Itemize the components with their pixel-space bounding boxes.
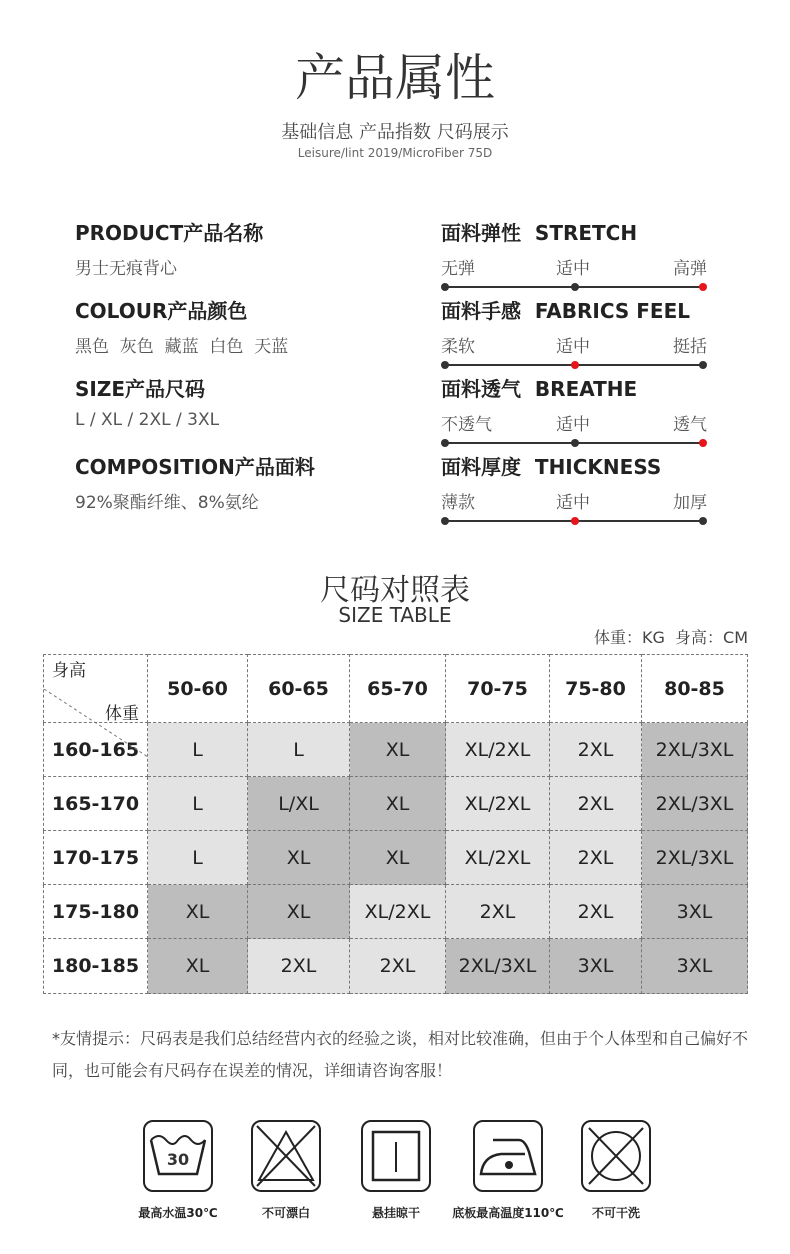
scale-bar (441, 516, 707, 526)
size-cell: 2XL/3XL (446, 939, 550, 994)
size-cell: 3XL (550, 939, 642, 994)
scale-label-high: 挺括 (673, 337, 707, 357)
page-tagline: Leisure/lint 2019/MicroFiber 75D (297, 146, 493, 160)
size-cell: XL (248, 885, 350, 939)
info-label: COMPOSITION产品面料 (75, 455, 315, 479)
scale-label-high: 加厚 (673, 493, 707, 513)
info-colour (75, 295, 415, 357)
size-cell: 2XL (446, 885, 550, 939)
info-value: L / XL / 2XL / 3XL (75, 410, 220, 430)
size-cell: L/XL (248, 777, 350, 831)
size-cell: 2XL/3XL (642, 723, 748, 777)
weight-header: 75-80 (550, 655, 642, 723)
size-cell: 2XL (248, 939, 350, 994)
size-cell: XL (350, 723, 446, 777)
scale-label-high: 高弹 (673, 259, 707, 279)
size-cell: XL (148, 939, 248, 994)
size-cell: XL/2XL (446, 777, 550, 831)
iron-110-icon (473, 1120, 543, 1192)
size-cell: XL/2XL (350, 885, 446, 939)
attr-title: 面料手感 FABRICS FEEL (441, 299, 691, 323)
info-label: SIZE产品尺码 (75, 377, 206, 401)
size-cell: L (148, 723, 248, 777)
table-row (44, 831, 748, 885)
no-bleach-icon (251, 1120, 321, 1192)
scale-label-low: 柔软 (441, 337, 475, 357)
weight-header: 65-70 (350, 655, 446, 723)
attr-stretch (441, 217, 711, 292)
scale-dot-selected (571, 361, 579, 369)
weight-header: 50-60 (148, 655, 248, 723)
scale-dot (699, 361, 707, 369)
attr-breathe (441, 373, 711, 448)
size-cell: 2XL (550, 777, 642, 831)
scale-label-high: 透气 (673, 415, 707, 435)
attr-title: 面料弹性 STRETCH (441, 221, 638, 245)
tip-note: *友情提示：尺码表是我们总结经营内衣的经验之谈，相对比较准确，但由于个人体型和自己偏好不同，也可能会有尺码存在误差的情况，详细请咨询客服！ (52, 1029, 749, 1080)
size-cell: 3XL (642, 939, 748, 994)
scale-dot (441, 517, 449, 525)
size-cell: 2XL/3XL (642, 831, 748, 885)
no-dry-clean-icon (581, 1120, 651, 1192)
scale-dot (441, 439, 449, 447)
attr-title: 面料厚度 THICKNESS (441, 455, 662, 479)
weight-header: 60-65 (248, 655, 350, 723)
scale-dot-selected (699, 283, 707, 291)
scale-label-low: 薄款 (441, 493, 475, 513)
page-title: 产品属性 (295, 49, 495, 107)
wash-30-icon (143, 1120, 213, 1192)
attr-fabrics-feel (441, 295, 711, 370)
height-header: 165-170 (44, 777, 148, 831)
unit-note: 体重：KG 身高：CM (593, 628, 748, 647)
scale-dot (699, 517, 707, 525)
size-table-title: 尺码对照表 (320, 573, 470, 608)
scale-dot (441, 283, 449, 291)
care-caption: 不可干洗 (591, 1206, 640, 1220)
table-row (44, 939, 748, 994)
scale-label-mid: 适中 (556, 259, 590, 279)
size-cell: XL (350, 777, 446, 831)
corner-weight-label: 体重 (105, 703, 139, 724)
weight-header: 70-75 (446, 655, 550, 723)
size-cell: L (148, 831, 248, 885)
size-cell: L (248, 723, 350, 777)
scale-bar (441, 438, 707, 448)
height-header: 160-165 (44, 723, 148, 777)
size-cell: XL/2XL (446, 831, 550, 885)
scale-bar (441, 282, 707, 292)
height-header: 175-180 (44, 885, 148, 939)
care-item (118, 1120, 238, 1221)
care-item (226, 1120, 346, 1221)
scale-label-mid: 适中 (556, 415, 590, 435)
size-cell: L (148, 777, 248, 831)
size-cell: 2XL (550, 831, 642, 885)
size-cell: XL/2XL (446, 723, 550, 777)
scale-dot-selected (699, 439, 707, 447)
care-caption: 底板最高温度110℃ (452, 1206, 564, 1220)
care-item (556, 1120, 676, 1221)
size-table (43, 654, 748, 994)
page-subtitle: 基础信息 产品指数 尺码展示 (281, 122, 509, 143)
hang-dry-icon (361, 1120, 431, 1192)
size-cell: 2XL/3XL (642, 777, 748, 831)
scale-label-low: 不透气 (441, 415, 492, 435)
table-row (44, 777, 748, 831)
attr-title: 面料透气 BREATHE (441, 377, 638, 401)
height-header: 180-185 (44, 939, 148, 994)
table-row (44, 885, 748, 939)
table-row (44, 723, 748, 777)
care-item (448, 1120, 568, 1221)
info-composition (75, 451, 415, 513)
size-cell: 3XL (642, 885, 748, 939)
size-cell: XL (148, 885, 248, 939)
size-cell: XL (248, 831, 350, 885)
size-cell: 2XL (350, 939, 446, 994)
info-product (75, 217, 415, 279)
size-cell: 2XL (550, 885, 642, 939)
info-label: PRODUCT产品名称 (75, 221, 264, 245)
scale-bar (441, 360, 707, 370)
care-caption: 最高水温30℃ (138, 1206, 218, 1220)
info-value: 男士无痕背心 (75, 259, 177, 279)
care-caption: 悬挂晾干 (371, 1206, 420, 1220)
scale-label-mid: 适中 (556, 337, 590, 357)
scale-dot (571, 439, 579, 447)
attr-thickness (441, 451, 711, 526)
header-row (44, 655, 748, 723)
height-header: 170-175 (44, 831, 148, 885)
care-item (336, 1120, 456, 1221)
size-table-subtitle: SIZE TABLE (338, 603, 452, 627)
scale-dot (441, 361, 449, 369)
info-label: COLOUR产品颜色 (75, 299, 248, 323)
info-value: 92%聚酯纤维、8%氨纶 (75, 493, 259, 513)
scale-dot (571, 283, 579, 291)
info-value: 黑色 灰色 藏蓝 白色 天蓝 (75, 337, 289, 357)
corner-cell (44, 655, 148, 723)
size-cell: 2XL (550, 723, 642, 777)
weight-header: 80-85 (642, 655, 748, 723)
scale-dot-selected (571, 517, 579, 525)
corner-height-label: 身高 (52, 660, 86, 681)
scale-label-low: 无弹 (441, 259, 475, 279)
scale-label-mid: 适中 (556, 493, 590, 513)
info-size (75, 373, 415, 430)
care-caption: 不可漂白 (261, 1206, 310, 1220)
size-cell: XL (350, 831, 446, 885)
wash-temp-label: 30 (166, 1150, 190, 1169)
